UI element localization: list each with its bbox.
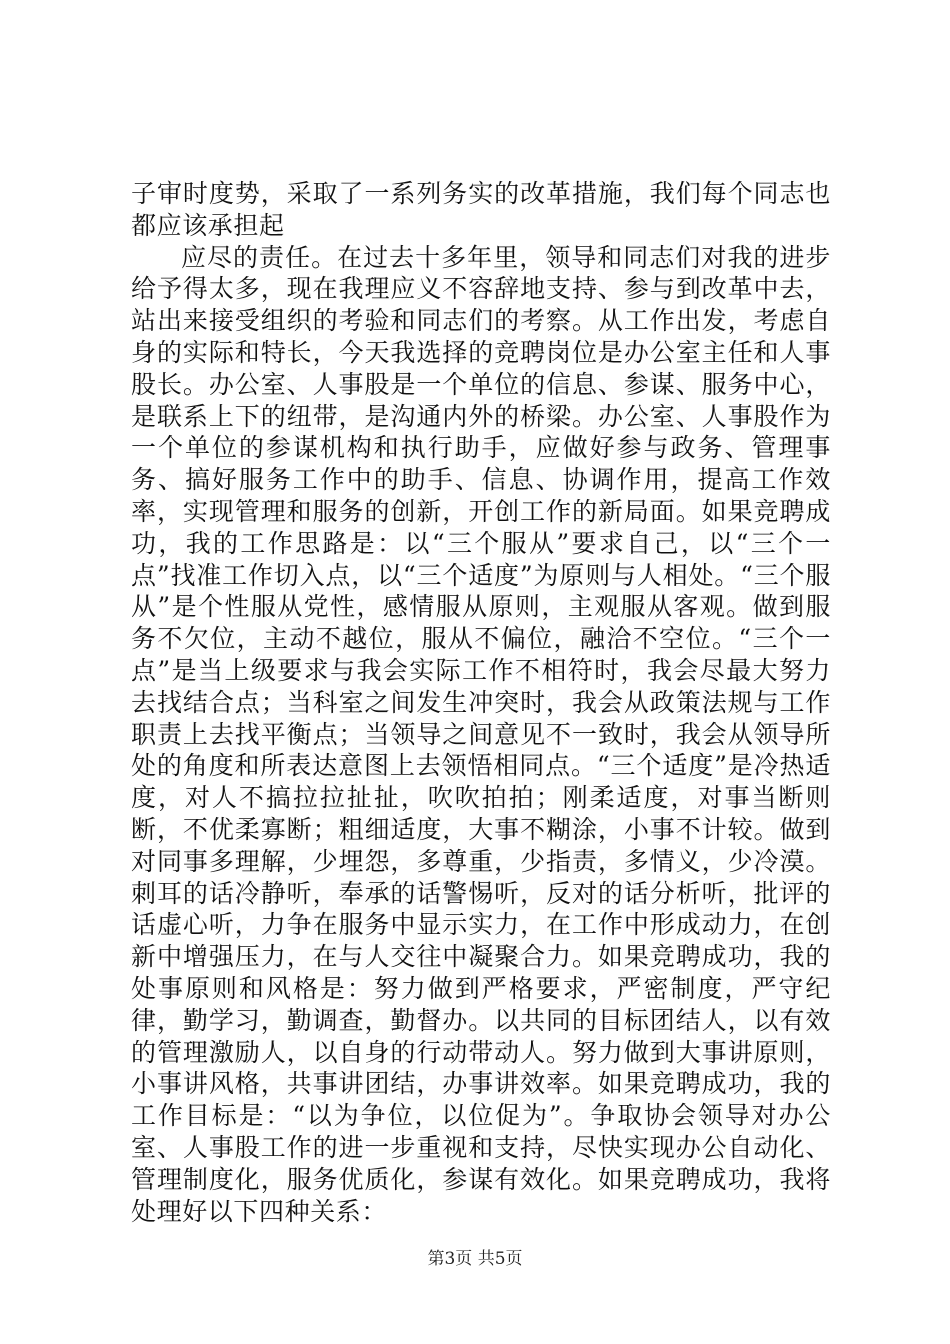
paragraph-2: 应尽的责任。在过去十多年里，领导和同志们对我的进步给予得太多，现在我理应义不容辞地支持、参与到改革中去，站出来接受组织的考验和同志们的考察。从工作出发，考虑自身的实际和特长，今天我选择的竞聘岗位是办公室主任和人事股长。办公室、人事股是一个单位的信息、参谋、服务中心，是联系上下的纽带，是沟通内外的桥梁。办公室、人事股作为一个单位的参谋机构和执行助手，应做好参与政务、管理事务、搞好服务工作中的助手、信息、协调作用，提高工作效率，实现管理和服务的创新，开创工作的新局面。如果竞聘成功，我的工作思路是：以“三个服从”要求自己，以“三个一点”找准工作切入点，以“三个适度”为原则与人相处。“三个服从”是个性服从党性，感情服从原则，主观服从客观。做到服务不欠位，主动不越位，服从不偏位，融洽不空位。“三个一点”是当上级要求与我会实际工作不相符时，我会尽最大努力去找结合点；当科室之间发生冲突时，我会从政策法规与工作职责上去找平衡点；当领导之间意见不一致时，我会从领导所处的角度和所表达意图上去领悟相同点。“三个适度”是冷热适度，对人不搞拉拉扯扯，吹吹拍拍；刚柔适度，对事当断则断，不优柔寡断；粗细适度，大事不糊涂，小事不计较。做到对同事多理解，少埋怨，多尊重，少指责，多情义，少冷漠。刺耳的话冷静听，奉承的话警惕听，反对的话分析听，批评的话虚心听，力争在服务中显示实力，在工作中形成动力，在创新中增强压力，在与人交往中凝聚合力。如果竞聘成功，我的处事原则和风格是：努力做到严格要求，严密制度，严守纪律，勤学习，勤调查，勤督办。以共同的目标团结人，以有效的管理激励人，以自身的行动带动人。努力做到大事讲原则，小事讲风格，共事讲团结，办事讲效率。如果竞聘成功，我的工作目标是：“以为争位，以位促为”。争取协会领导对办公室、人事股工作的进一步重视和支持，尽快实现办公自动化、管理制度化，服务优质化，参谋有效化。如果竞聘成功，我将处理好以下四种关系： [131,242,831,1226]
page-footer: 第3页 共5页 [427,1249,523,1269]
document-body [131,178,831,1227]
paragraph-1: 子审时度势，采取了一系列务实的改革措施，我们每个同志也都应该承担起 [131,179,831,240]
